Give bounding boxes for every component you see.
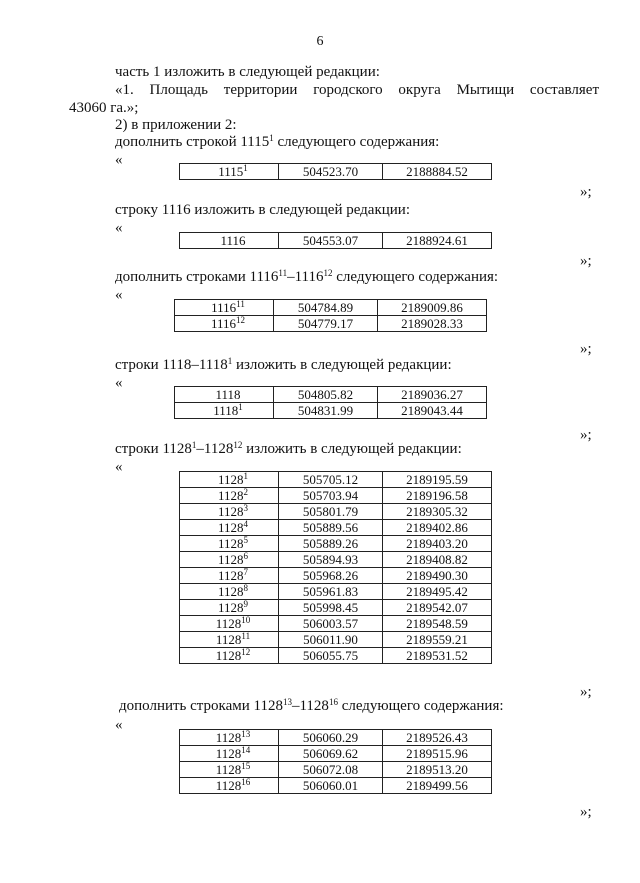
x-coordinate-cell: 505703.94 xyxy=(279,488,383,504)
paragraph-line-4: 2) в приложении 2: xyxy=(115,117,237,133)
point-number xyxy=(208,730,251,745)
section-heading xyxy=(119,697,504,715)
y-coordinate-cell: 2189402.86 xyxy=(383,520,492,536)
table-row xyxy=(175,316,487,332)
table-row xyxy=(180,472,492,488)
point-number-base: 1115 xyxy=(218,164,244,179)
point-number-superscript: 1 xyxy=(243,163,248,173)
heading-text: дополнить строками 1116 xyxy=(115,269,279,285)
coordinates-table xyxy=(174,299,487,332)
point-number-cell xyxy=(180,616,279,632)
x-coordinate-cell: 505894.93 xyxy=(279,552,383,568)
x-coordinate-cell: 504831.99 xyxy=(274,403,378,419)
point-number-base: 1116 xyxy=(220,233,246,248)
point-number-superscript: 8 xyxy=(243,583,249,593)
table-row xyxy=(180,762,492,778)
point-number xyxy=(208,632,250,647)
point-number xyxy=(208,616,251,631)
point-number-cell xyxy=(180,233,279,249)
point-number-superscript: 12 xyxy=(241,647,251,657)
section-heading xyxy=(115,133,439,151)
y-coordinate-cell: 2188884.52 xyxy=(383,164,492,180)
close-quote: »; xyxy=(580,253,592,269)
section-heading xyxy=(115,440,462,458)
table-row xyxy=(180,520,492,536)
point-number-cell xyxy=(180,600,279,616)
point-number xyxy=(208,778,251,793)
point-number-base: 1128 xyxy=(217,552,244,567)
point-number-cell xyxy=(180,536,279,552)
x-coordinate-cell: 506011.90 xyxy=(279,632,383,648)
y-coordinate-cell: 2189542.07 xyxy=(383,600,492,616)
y-coordinate-cell: 2189403.20 xyxy=(383,536,492,552)
point-number-cell xyxy=(180,504,279,520)
page-number: 6 xyxy=(316,34,324,49)
point-number xyxy=(208,648,251,663)
x-coordinate-cell: 505801.79 xyxy=(279,504,383,520)
table-row xyxy=(180,616,492,632)
point-number-base: 1128 xyxy=(217,600,244,615)
point-number-base: 1128 xyxy=(217,504,244,519)
open-quote: « xyxy=(115,375,123,391)
heading-superscript: 13 xyxy=(282,697,292,707)
x-coordinate-cell: 504805.82 xyxy=(274,387,378,403)
table-row xyxy=(180,552,492,568)
y-coordinate-cell: 2189036.27 xyxy=(378,387,487,403)
x-coordinate-cell: 504779.17 xyxy=(274,316,378,332)
point-number-cell xyxy=(180,488,279,504)
point-number-cell xyxy=(180,762,279,778)
heading-text: строку 1116 изложить в следующей редакции: xyxy=(115,202,411,218)
x-coordinate-cell: 506003.57 xyxy=(279,616,383,632)
table-row xyxy=(180,584,492,600)
y-coordinate-cell: 2189526.43 xyxy=(383,730,492,746)
point-number-cell xyxy=(180,164,279,180)
paragraph-line-3: 43060 га.»; xyxy=(69,100,139,116)
y-coordinate-cell: 2189531.52 xyxy=(383,648,492,664)
y-coordinate-cell: 2189195.59 xyxy=(383,472,492,488)
x-coordinate-cell: 506060.01 xyxy=(279,778,383,794)
point-number-superscript: 13 xyxy=(241,729,251,739)
close-quote: »; xyxy=(580,427,592,443)
heading-superscript: 12 xyxy=(233,440,243,450)
point-number-cell xyxy=(175,403,274,419)
point-number-cell xyxy=(180,632,279,648)
coordinates-table xyxy=(179,471,492,664)
point-number-cell xyxy=(180,584,279,600)
point-number-cell xyxy=(180,552,279,568)
point-number-superscript: 11 xyxy=(236,299,245,309)
section-heading xyxy=(115,201,410,219)
point-number-base: 1118 xyxy=(215,387,241,402)
heading-text: дополнить строками 1128 xyxy=(119,698,283,714)
point-number-cell xyxy=(180,746,279,762)
open-quote: « xyxy=(115,717,123,733)
point-number-superscript: 11 xyxy=(241,631,251,641)
point-number-superscript: 2 xyxy=(243,487,249,497)
point-number-cell xyxy=(180,778,279,794)
heading-superscript: 1 xyxy=(191,440,197,450)
open-quote: « xyxy=(115,459,123,475)
point-number-cell xyxy=(180,730,279,746)
point-number-superscript: 1 xyxy=(243,471,249,481)
point-number-base: 1128 xyxy=(215,778,242,793)
point-number xyxy=(210,488,248,503)
heading-text: следующего содержания: xyxy=(273,134,440,150)
y-coordinate-cell: 2189196.58 xyxy=(383,488,492,504)
heading-text: дополнить строкой 1115 xyxy=(115,134,270,150)
point-number-base: 1128 xyxy=(217,488,244,503)
point-number-superscript: 5 xyxy=(243,535,249,545)
point-number-base: 1128 xyxy=(215,762,242,777)
point-number-cell xyxy=(175,316,274,332)
point-number-superscript: 14 xyxy=(241,745,251,755)
point-number-base: 1128 xyxy=(217,536,244,551)
point-number-superscript: 1 xyxy=(238,402,243,412)
point-number-superscript: 15 xyxy=(241,761,251,771)
point-number-base: 1116 xyxy=(210,316,237,331)
table-row xyxy=(180,778,492,794)
point-number-superscript: 16 xyxy=(241,777,251,787)
x-coordinate-cell: 505998.45 xyxy=(279,600,383,616)
point-number-superscript: 7 xyxy=(243,567,249,577)
point-number-cell xyxy=(180,568,279,584)
point-number-cell xyxy=(180,520,279,536)
y-coordinate-cell: 2189305.32 xyxy=(383,504,492,520)
coordinates-table xyxy=(179,729,492,794)
point-number xyxy=(207,387,240,402)
point-number-cell xyxy=(175,300,274,316)
point-number-base: 1116 xyxy=(211,300,237,315)
open-quote: « xyxy=(115,152,123,168)
point-number xyxy=(210,536,248,551)
point-number-base: 1128 xyxy=(217,520,244,535)
table-row xyxy=(180,568,492,584)
heading-text: строки 1118–1118 xyxy=(115,357,228,373)
point-number-base: 1128 xyxy=(215,616,242,631)
point-number xyxy=(208,762,251,777)
table-row xyxy=(180,632,492,648)
table-row xyxy=(180,164,492,180)
heading-superscript: 1 xyxy=(269,133,274,143)
open-quote: « xyxy=(115,220,123,236)
y-coordinate-cell: 2189028.33 xyxy=(378,316,487,332)
y-coordinate-cell: 2189009.86 xyxy=(378,300,487,316)
point-number xyxy=(210,552,248,567)
table-row xyxy=(180,488,492,504)
y-coordinate-cell: 2189495.42 xyxy=(383,584,492,600)
point-number-base: 1128 xyxy=(215,746,242,761)
coordinates-table xyxy=(179,163,492,180)
point-number xyxy=(210,164,248,179)
heading-text: –1128 xyxy=(291,698,329,714)
point-number-base: 1128 xyxy=(215,632,242,647)
point-number-superscript: 9 xyxy=(243,599,249,609)
point-number-base: 1128 xyxy=(215,730,242,745)
table-row xyxy=(180,730,492,746)
heading-superscript: 16 xyxy=(328,697,338,707)
heading-superscript: 11 xyxy=(278,268,288,278)
point-number-superscript: 12 xyxy=(236,315,246,325)
point-number xyxy=(203,316,245,331)
point-number-superscript: 10 xyxy=(241,615,251,625)
paragraph-line-2: «1. Площадь территории городского округа Мытищи составляет xyxy=(115,82,599,98)
point-number xyxy=(212,233,245,248)
table-row xyxy=(180,600,492,616)
x-coordinate-cell: 505705.12 xyxy=(279,472,383,488)
y-coordinate-cell: 2189043.44 xyxy=(378,403,487,419)
point-number-cell xyxy=(180,648,279,664)
x-coordinate-cell: 505889.26 xyxy=(279,536,383,552)
heading-text: –1128 xyxy=(196,441,234,457)
heading-text: строки 1128 xyxy=(115,441,192,457)
point-number xyxy=(210,584,248,599)
x-coordinate-cell: 505889.56 xyxy=(279,520,383,536)
x-coordinate-cell: 506060.29 xyxy=(279,730,383,746)
close-quote: »; xyxy=(580,341,592,357)
heading-superscript: 1 xyxy=(227,356,233,366)
point-number xyxy=(203,300,245,315)
heading-superscript: 12 xyxy=(323,268,333,278)
x-coordinate-cell: 506055.75 xyxy=(279,648,383,664)
close-quote: »; xyxy=(580,684,592,700)
table-row xyxy=(180,233,492,249)
point-number-cell xyxy=(175,387,274,403)
coordinates-table xyxy=(174,386,487,419)
table-row xyxy=(180,504,492,520)
table-row xyxy=(175,387,487,403)
point-number-cell xyxy=(180,472,279,488)
y-coordinate-cell: 2189513.20 xyxy=(383,762,492,778)
paragraph-line-1: часть 1 изложить в следующей редакции: xyxy=(115,64,380,80)
point-number-superscript: 4 xyxy=(243,519,249,529)
point-number-superscript: 6 xyxy=(243,551,249,561)
point-number-base: 1118 xyxy=(213,403,239,418)
table-row xyxy=(180,746,492,762)
close-quote: »; xyxy=(580,804,592,820)
x-coordinate-cell: 504784.89 xyxy=(274,300,378,316)
y-coordinate-cell: 2188924.61 xyxy=(383,233,492,249)
y-coordinate-cell: 2189515.96 xyxy=(383,746,492,762)
section-heading xyxy=(115,356,452,374)
coordinates-table xyxy=(179,232,492,249)
point-number-base: 1128 xyxy=(217,584,244,599)
open-quote: « xyxy=(115,287,123,303)
x-coordinate-cell: 505968.26 xyxy=(279,568,383,584)
point-number-superscript: 3 xyxy=(243,503,249,513)
table-row xyxy=(180,648,492,664)
point-number xyxy=(210,504,248,519)
heading-text: изложить в следующей редакции: xyxy=(232,357,452,373)
x-coordinate-cell: 506069.62 xyxy=(279,746,383,762)
table-row xyxy=(175,300,487,316)
heading-text: –1116 xyxy=(287,269,324,285)
point-number-base: 1128 xyxy=(217,472,244,487)
x-coordinate-cell: 504553.07 xyxy=(279,233,383,249)
y-coordinate-cell: 2189499.56 xyxy=(383,778,492,794)
table-row xyxy=(180,536,492,552)
y-coordinate-cell: 2189559.21 xyxy=(383,632,492,648)
section-heading xyxy=(115,268,498,286)
heading-text: следующего содержания: xyxy=(332,269,499,285)
point-number xyxy=(205,403,243,418)
close-quote: »; xyxy=(580,184,592,200)
heading-text: изложить в следующей редакции: xyxy=(242,441,462,457)
point-number-base: 1128 xyxy=(217,568,244,583)
y-coordinate-cell: 2189490.30 xyxy=(383,568,492,584)
y-coordinate-cell: 2189548.59 xyxy=(383,616,492,632)
y-coordinate-cell: 2189408.82 xyxy=(383,552,492,568)
point-number xyxy=(210,520,248,535)
point-number xyxy=(210,472,248,487)
x-coordinate-cell: 506072.08 xyxy=(279,762,383,778)
table-row xyxy=(175,403,487,419)
point-number xyxy=(208,746,251,761)
point-number xyxy=(210,568,248,583)
x-coordinate-cell: 504523.70 xyxy=(279,164,383,180)
point-number xyxy=(210,600,248,615)
point-number-base: 1128 xyxy=(215,648,242,663)
x-coordinate-cell: 505961.83 xyxy=(279,584,383,600)
heading-text: следующего содержания: xyxy=(337,698,504,714)
